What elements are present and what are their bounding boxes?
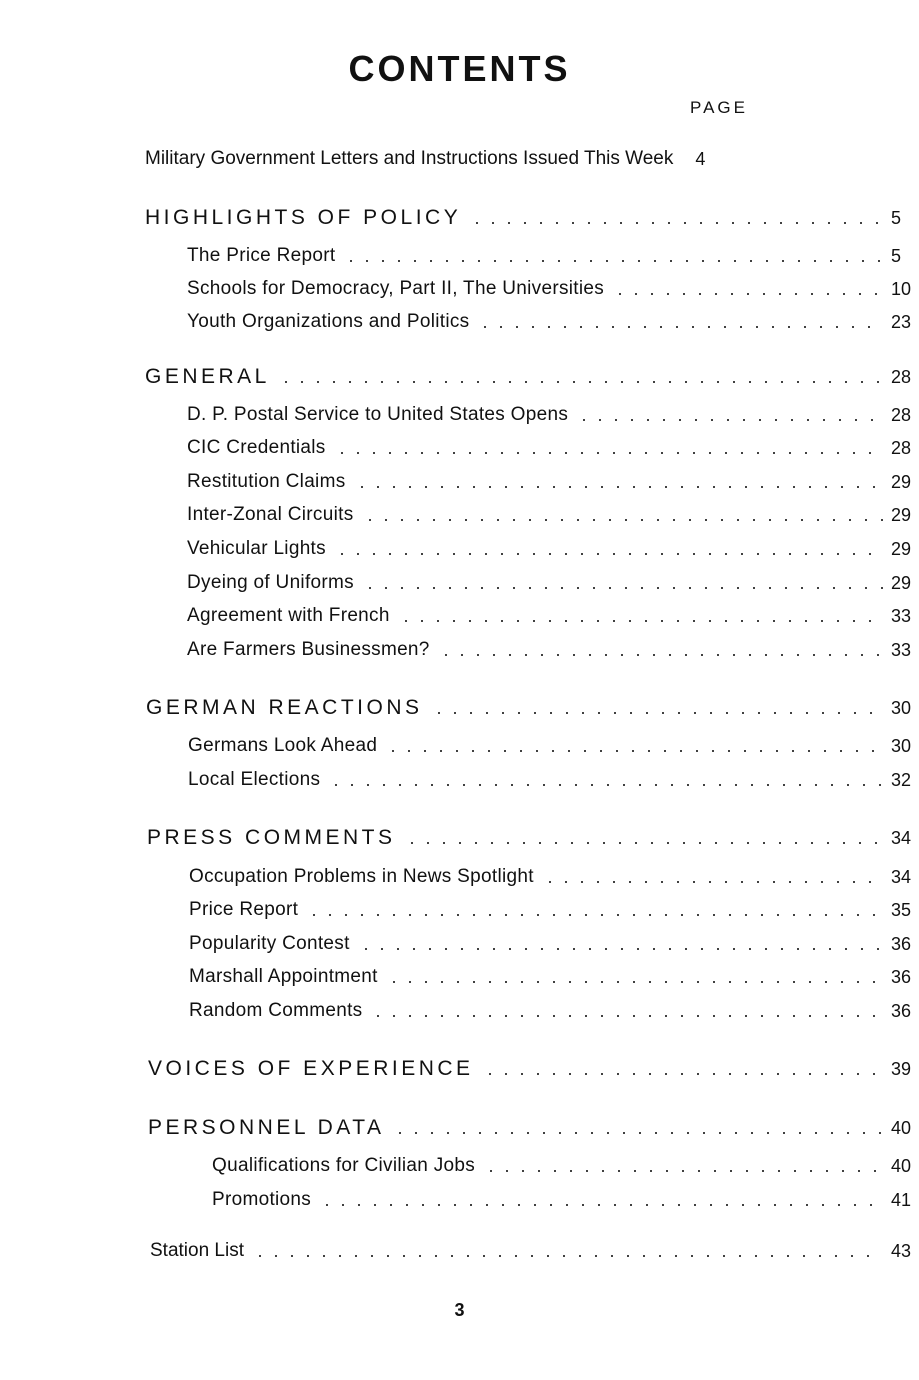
toc-entry-label: Are Farmers Businessmen? <box>187 639 430 660</box>
dot-leader <box>431 712 883 714</box>
dot-leader <box>542 881 883 883</box>
toc-section-press-comments <box>0 823 919 853</box>
toc-entry-label: CIC Credentials <box>187 437 326 458</box>
toc-entry-page: 39 <box>891 1058 912 1079</box>
toc-entry-label: Military Government Letters and Instructions Issued This Week <box>145 148 674 169</box>
dot-leader <box>392 1132 883 1134</box>
toc-entry-page: 34 <box>891 827 912 848</box>
toc-entry-schools-democracy <box>0 274 919 304</box>
toc-entry-label: Dyeing of Uniforms <box>187 572 354 593</box>
dot-leader <box>469 222 883 224</box>
toc-entry-page: 43 <box>891 1240 912 1261</box>
toc-entry-page: 30 <box>891 697 912 718</box>
dot-leader <box>477 326 883 328</box>
toc-entry-label: Occupation Problems in News Spotlight <box>189 866 534 887</box>
toc-section-label: GERMAN REACTIONS <box>146 696 423 719</box>
toc-entry-agreement-french <box>0 601 919 631</box>
toc-entry-page: 29 <box>891 471 912 492</box>
toc-section-label: VOICES OF EXPERIENCE <box>148 1057 474 1080</box>
toc-entry-page: 40 <box>891 1117 912 1138</box>
dot-leader <box>385 750 883 752</box>
dot-leader <box>252 1255 883 1257</box>
toc-section-voices-experience <box>0 1054 919 1084</box>
toc-section-highlights <box>0 203 919 233</box>
toc-entry-label: Schools for Democracy, Part II, The Universities <box>187 278 605 299</box>
toc-entry-price-report-press <box>0 895 919 925</box>
toc-entry-page: 40 <box>891 1155 912 1176</box>
toc-entry-label: Price Report <box>189 899 299 920</box>
toc-section-label: HIGHLIGHTS OF POLICY <box>145 206 462 229</box>
dot-leader <box>319 1204 883 1206</box>
dot-leader <box>438 654 883 656</box>
toc-entry-page: 36 <box>891 933 912 954</box>
toc-entry-page: 28 <box>891 437 912 458</box>
dot-leader <box>362 519 884 521</box>
toc-entry-page: 36 <box>891 1000 912 1021</box>
toc-entry-page: 30 <box>891 735 912 756</box>
dot-leader <box>612 293 883 295</box>
toc-entry-label: Qualifications for Civilian Jobs <box>212 1155 476 1176</box>
toc-entry-station-list <box>0 1236 919 1266</box>
toc-entry-page: 28 <box>891 404 912 425</box>
toc-entry-page: 29 <box>891 504 912 525</box>
toc-section-label: PRESS COMMENTS <box>147 826 396 849</box>
toc-entry-label: Marshall Appointment <box>189 966 378 987</box>
page-number: 3 <box>454 1300 465 1320</box>
toc-entry-mg-letters <box>0 144 919 174</box>
toc-entry-page: 28 <box>891 366 912 387</box>
toc-entry-marshall-appointment <box>0 962 919 992</box>
dot-leader <box>576 419 883 421</box>
dot-leader <box>343 260 883 262</box>
dot-leader <box>404 842 883 844</box>
toc-entry-qualifications-jobs <box>0 1151 919 1181</box>
toc-entry-germans-look-ahead <box>0 731 919 761</box>
toc-entry-page: 29 <box>891 538 912 559</box>
toc-section-personnel-data <box>0 1113 919 1143</box>
toc-entry-label: Random Comments <box>189 1000 363 1021</box>
dot-leader <box>483 1170 883 1172</box>
dot-leader <box>278 381 883 383</box>
toc-entry-page: 41 <box>891 1189 912 1210</box>
toc-entry-label: The Price Report <box>187 245 336 266</box>
toc-entry-label: Inter-Zonal Circuits <box>187 504 354 525</box>
toc-entry-label: Popularity Contest <box>189 933 350 954</box>
toc-entry-label: Restitution Claims <box>187 471 346 492</box>
toc-entry-occupation-problems <box>0 862 919 892</box>
toc-entry-page: 33 <box>891 605 912 626</box>
toc-entry-page: 34 <box>891 866 912 887</box>
toc-entry-farmers-businessmen <box>0 635 919 665</box>
toc-entry-dyeing-uniforms <box>0 568 919 598</box>
dot-leader <box>334 452 883 454</box>
page-column-header: PAGE <box>690 98 748 117</box>
dot-leader <box>362 587 883 589</box>
toc-section-label: GENERAL <box>145 365 270 388</box>
toc-entry-page: 32 <box>891 769 912 790</box>
toc-entry-local-elections <box>0 765 919 795</box>
dot-leader <box>354 486 883 488</box>
toc-entry-page: 33 <box>891 639 912 660</box>
toc-entry-youth-organizations <box>0 307 919 337</box>
toc-entry-promotions <box>0 1185 919 1215</box>
toc-entry-price-report <box>0 241 919 271</box>
toc-entry-label: Youth Organizations and Politics <box>187 311 470 332</box>
dot-leader <box>386 981 883 983</box>
toc-entry-label: Promotions <box>212 1189 312 1210</box>
toc-entry-page: 35 <box>891 899 912 920</box>
toc-entry-page: 29 <box>891 572 912 593</box>
dot-leader <box>306 914 883 916</box>
toc-entry-label: Agreement with French <box>187 605 390 626</box>
toc-entry-random-comments <box>0 996 919 1026</box>
dot-leader <box>482 1073 883 1075</box>
dot-leader <box>334 553 883 555</box>
toc-section-label: PERSONNEL DATA <box>148 1116 385 1139</box>
toc-entry-page: 10 <box>891 278 912 299</box>
dot-leader <box>398 620 883 622</box>
toc-section-german-reactions <box>0 693 919 723</box>
dot-leader <box>328 784 883 786</box>
toc-entry-inter-zonal-circuits <box>0 500 919 530</box>
toc-entry-dp-postal <box>0 400 919 430</box>
dot-leader <box>358 948 883 950</box>
toc-entry-cic-credentials <box>0 433 919 463</box>
toc-entry-restitution-claims <box>0 467 919 497</box>
dot-leader <box>370 1015 883 1017</box>
toc-entry-page: 36 <box>891 966 912 987</box>
toc-entry-page: 5 <box>891 207 902 228</box>
toc-entry-page: 23 <box>891 311 912 332</box>
toc-entry-page: 5 <box>891 245 902 266</box>
toc-entry-label: Vehicular Lights <box>187 538 326 559</box>
toc-entry-label: D. P. Postal Service to United States Opens <box>187 404 569 425</box>
toc-section-general <box>0 362 919 392</box>
contents-title: CONTENTS <box>348 48 571 89</box>
toc-entry-vehicular-lights <box>0 534 919 564</box>
toc-entry-label: Station List <box>150 1240 244 1261</box>
toc-entry-label: Germans Look Ahead <box>188 735 378 756</box>
toc-entry-label: Local Elections <box>188 769 321 790</box>
toc-entry-popularity-contest <box>0 929 919 959</box>
toc-entry-page: 4 <box>695 148 706 169</box>
